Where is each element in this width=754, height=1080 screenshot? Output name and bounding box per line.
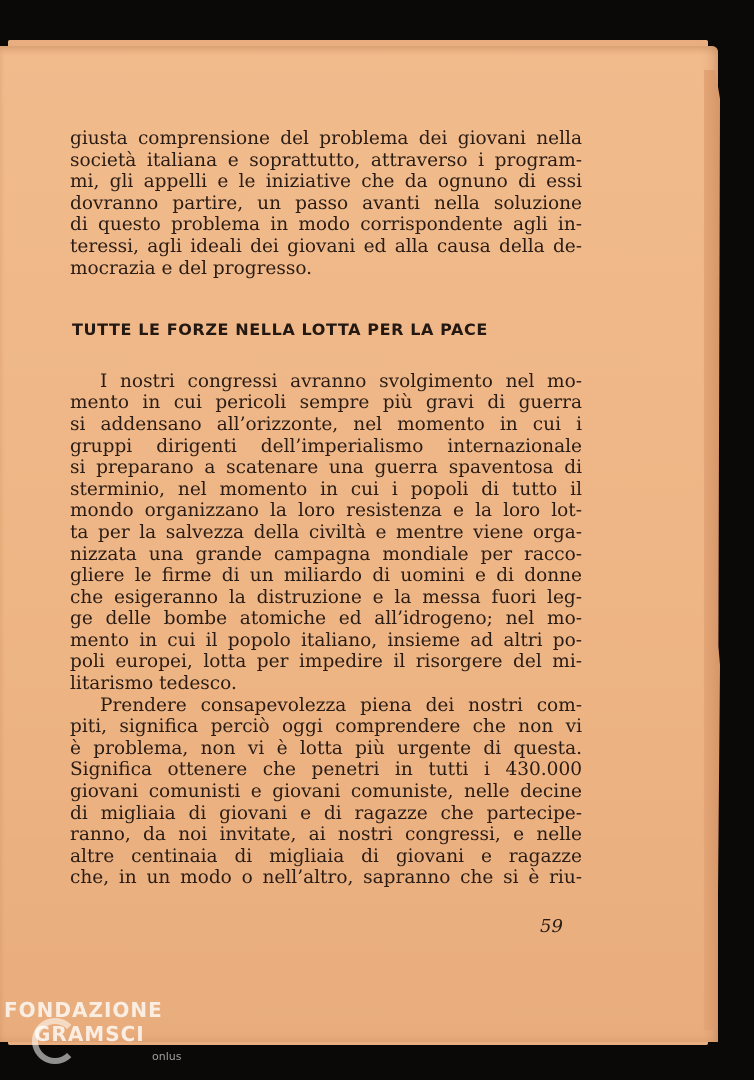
paragraph-congress xyxy=(70,371,582,695)
text-line: teressi, agli ideali dei giovani ed alla causa della de- xyxy=(70,235,582,257)
text-line: di questo problema in modo corrispondente agli in- xyxy=(70,214,582,236)
watermark-suffix: onlus xyxy=(152,1050,182,1063)
text-line: mento in cui pericoli sempre più gravi di guerra xyxy=(70,392,582,414)
text-line: ge delle bombe atomiche ed all’idrogeno; nel mo- xyxy=(70,608,582,630)
page-number: 59 xyxy=(540,916,563,937)
text-line: poli europei, lotta per impedire il risorgere del mi- xyxy=(70,651,582,673)
text-line: sterminio, nel momento in cui i popoli di tutto il xyxy=(70,478,582,500)
text-line: mocrazia e del progresso. xyxy=(70,257,313,279)
text-line: Prendere consapevolezza piena dei nostri com- xyxy=(100,694,582,716)
section-heading: TUTTE LE FORZE NELLA LOTTA PER LA PACE xyxy=(72,320,488,340)
text-line: mento in cui il popolo italiano, insieme ad altri po- xyxy=(70,629,582,651)
text-line: dovranno partire, un passo avanti nella soluzione xyxy=(70,192,582,214)
text-line: mi, gli appelli e le iniziative che da ognuno di essi xyxy=(70,171,582,193)
text-line: giusta comprensione del problema dei giovani nella xyxy=(70,128,582,149)
text-line: gliere le firme di un miliardo di uomini e di donne xyxy=(70,565,582,587)
text-line: che, in un modo o nell’altro, sapranno che si è riu- xyxy=(70,867,582,889)
text-line: ta per la salvezza della civiltà e mentre viene orga- xyxy=(70,521,582,543)
text-line: società italiana e soprattutto, attraverso i program- xyxy=(70,149,582,171)
watermark-line2: GRAMSCI xyxy=(34,1022,145,1046)
text-line: litarismo tedesco. xyxy=(70,673,237,695)
text-line: altre centinaia di migliaia di giovani e ragazze xyxy=(70,845,582,867)
page-torn-edge xyxy=(704,70,720,1030)
text-line: si addensano all’orizzonte, nel momento in cui i xyxy=(70,413,582,435)
text-line: giovani comunisti e giovani comuniste, nelle decine xyxy=(70,781,582,803)
text-line: mondo organizzano la loro resistenza e la loro lot- xyxy=(70,500,582,522)
text-line: che esigeranno la distruzione e la messa fuori leg- xyxy=(70,586,582,608)
text-line: è problema, non vi è lotta più urgente di questa. xyxy=(70,737,582,759)
paragraph-intro xyxy=(70,128,582,279)
page-text xyxy=(70,128,582,889)
fondazione-gramsci-watermark xyxy=(4,998,204,1078)
text-line: I nostri congressi avranno svolgimento nel mo- xyxy=(100,370,582,392)
text-line: ranno, da noi invitate, ai nostri congressi, e nelle xyxy=(70,824,582,846)
text-line: piti, significa perciò oggi comprendere che non vi xyxy=(70,716,582,738)
text-line: nizzata una grande campagna mondiale per racco- xyxy=(70,543,582,565)
text-line: Significa ottenere che penetri in tutti i 430.000 xyxy=(70,759,582,781)
text-line: si preparano a scatenare una guerra spaventosa di xyxy=(70,457,582,479)
paragraph-awareness xyxy=(70,695,582,889)
text-line: gruppi dirigenti dell’imperialismo internazionale xyxy=(70,435,582,457)
text-line: di migliaia di giovani e di ragazze che partecipe- xyxy=(70,802,582,824)
watermark-line1: FONDAZIONE xyxy=(4,998,163,1022)
